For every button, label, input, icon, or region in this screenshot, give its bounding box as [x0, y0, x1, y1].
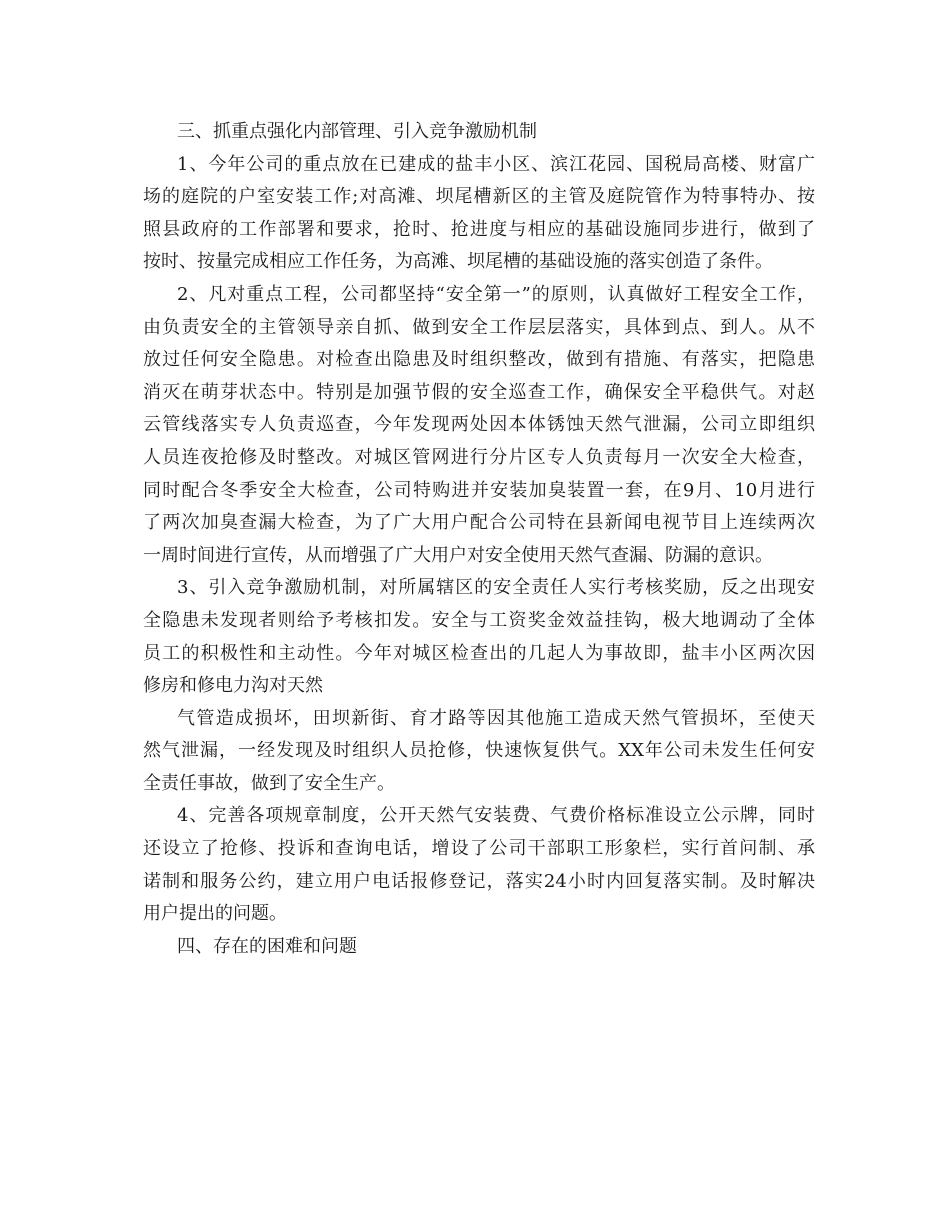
paragraph-line: 同时配合冬季安全大检查，公司特购进并安装加臭装置一套，在9月、10月进行 [143, 479, 815, 501]
paragraph-line: 一周时间进行宣传，从而增强了广大用户对安全使用天然气查漏、防漏的意识。 [143, 544, 773, 566]
paragraph-line: 3、引入竞争激励机制，对所属辖区的安全责任人实行考核奖励，反之出现安 [177, 577, 815, 599]
paragraph-line: 由负责安全的主管领导亲自抓、做到安全工作层层落实，具体到点、到人。从不 [143, 316, 815, 338]
section-heading-4 [143, 931, 815, 964]
paragraph-line: 三、抓重点强化内部管理、引入竞争激励机制 [177, 121, 537, 142]
paragraph-line: 2、凡对重点工程，公司都坚持“安全第一”的原则，认真做好工程安全工作， [177, 283, 815, 305]
paragraph-line: 场的庭院的户室安装工作;对高滩、坝尾槽新区的主管及庭院管作为特事特办、按 [143, 186, 815, 208]
paragraph-item-3-continued [143, 703, 815, 801]
paragraph-line: 用户提出的问题。 [143, 903, 287, 925]
paragraph-line: 全责任事故，做到了安全生产。 [143, 772, 395, 794]
paragraph-line: 照县政府的工作部署和要求，抢时、抢进度与相应的基础设施同步进行，做到了 [143, 218, 815, 240]
paragraph-line: 消灭在萌芽状态中。特别是加强节假的安全巡查工作，确保安全平稳供气。对赵 [143, 381, 815, 403]
paragraph-item-3 [143, 572, 815, 702]
paragraph-item-4 [143, 800, 815, 930]
paragraph-line: 员工的积极性和主动性。今年对城区检查出的几起人为事故即，盐丰小区两次因 [143, 642, 815, 664]
paragraph-line: 诺制和服务公约，建立用户电话报修登记，落实24小时内回复落实制。及时解决 [143, 870, 815, 892]
paragraph-line: 然气泄漏，一经发现及时组织人员抢修，快速恢复供气。XX年公司未发生任何安 [143, 740, 815, 762]
paragraph-line: 放过任何安全隐患。对检查出隐患及时组织整改，做到有措施、有落实，把隐患 [143, 349, 815, 371]
paragraph-line: 按时、按量完成相应工作任务，为高滩、坝尾槽的基础设施的落实创造了条件。 [143, 251, 773, 273]
paragraph-line: 全隐患未发现者则给予考核扣发。安全与工资奖金效益挂钩，极大地调动了全体 [143, 609, 815, 631]
paragraph-line: 四、存在的困难和问题 [177, 935, 357, 957]
paragraph-line: 还设立了抢修、投诉和查询电话，增设了公司干部职工形象栏，实行首问制、承 [143, 838, 815, 860]
paragraph-line: 1、今年公司的重点放在已建成的盐丰小区、滨江花园、国税局高楼、财富广 [177, 153, 815, 175]
document-body [143, 116, 815, 963]
paragraph-line: 云管线落实专人负责巡查，今年发现两处因本体锈蚀天然气泄漏，公司立即组织 [143, 414, 815, 436]
paragraph-line: 了两次加臭查漏大检查，为了广大用户配合公司特在县新闻电视节目上连续两次 [143, 512, 815, 534]
paragraph-line: 气管造成损坏，田坝新街、育才路等因其他施工造成天然气管损坏，至使天 [177, 707, 815, 729]
paragraph-line: 人员连夜抢修及时整改。对城区管网进行分片区专人负责每月一次安全大检查， [143, 446, 815, 468]
paragraph-item-2 [143, 279, 815, 572]
section-heading-3 [143, 116, 815, 149]
paragraph-line: 4、完善各项规章制度，公开天然气安装费、气费价格标准设立公示牌，同时 [177, 805, 815, 827]
paragraph-item-1 [143, 149, 815, 279]
paragraph-line: 修房和修电力沟对天然 [143, 675, 323, 697]
